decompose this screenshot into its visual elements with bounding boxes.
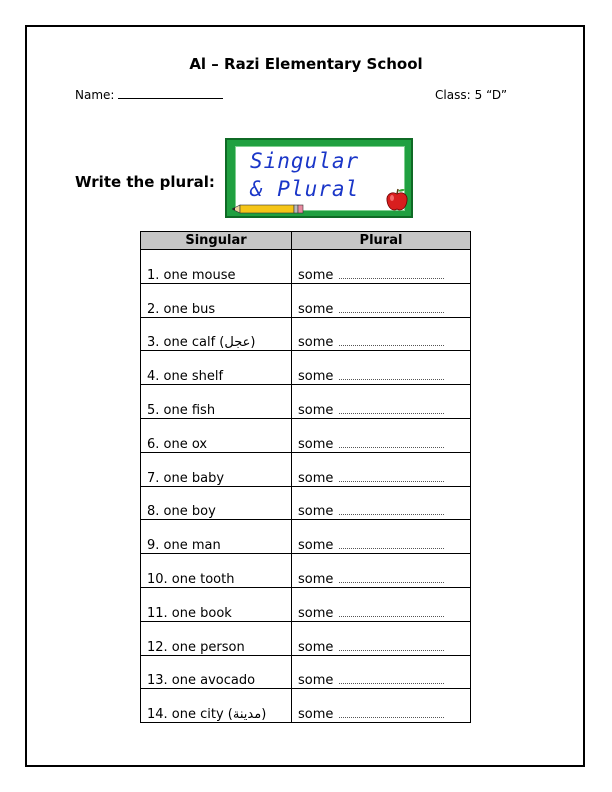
header-plural: Plural <box>292 232 471 250</box>
plural-cell[interactable] <box>292 418 471 452</box>
plural-prefix: some <box>298 267 334 283</box>
plural-prefix: some <box>298 673 334 689</box>
answer-blank[interactable] <box>339 573 444 583</box>
singular-text: 7. one baby <box>147 470 225 486</box>
singular-text: 1. one mouse <box>147 267 236 283</box>
table-row <box>141 351 471 385</box>
name-field <box>75 88 223 102</box>
table-row <box>141 250 471 284</box>
answer-blank[interactable] <box>339 438 444 448</box>
singular-text: 6. one ox <box>147 436 208 452</box>
banner-line-2: & Plural <box>250 177 360 201</box>
name-label: Name: <box>75 88 115 102</box>
singular-text: 11. one book <box>147 605 232 621</box>
table-row <box>141 689 471 723</box>
answer-blank[interactable] <box>339 303 444 313</box>
plural-prefix: some <box>298 470 334 486</box>
singular-text: 14. one city (مدينة) <box>147 707 267 723</box>
plural-cell[interactable] <box>292 621 471 655</box>
table-row <box>141 317 471 351</box>
singular-text: 8. one boy <box>147 504 216 520</box>
plural-cell[interactable] <box>292 486 471 520</box>
singular-text: 10. one tooth <box>147 571 235 587</box>
table-row <box>141 554 471 588</box>
plural-cell[interactable] <box>292 351 471 385</box>
pencil-icon <box>232 203 304 215</box>
plural-cell[interactable] <box>292 283 471 317</box>
table-row <box>141 486 471 520</box>
table-row <box>141 283 471 317</box>
class-value: 5 “D” <box>474 88 508 102</box>
singular-cell <box>141 452 292 486</box>
answer-blank[interactable] <box>339 539 444 549</box>
table-header-row <box>141 232 471 250</box>
plural-cell[interactable] <box>292 655 471 689</box>
answer-blank[interactable] <box>339 674 444 684</box>
singular-cell <box>141 250 292 284</box>
singular-cell <box>141 283 292 317</box>
singular-text: 12. one person <box>147 639 245 655</box>
singular-cell <box>141 587 292 621</box>
plural-prefix: some <box>298 301 334 317</box>
answer-blank[interactable] <box>339 404 444 414</box>
table-row <box>141 520 471 554</box>
singular-cell <box>141 486 292 520</box>
plural-cell[interactable] <box>292 554 471 588</box>
header-singular: Singular <box>141 232 292 250</box>
class-label: Class: <box>435 88 471 102</box>
singular-text: 4. one shelf <box>147 369 224 385</box>
singular-cell <box>141 689 292 723</box>
table-row <box>141 621 471 655</box>
singular-cell <box>141 520 292 554</box>
plural-cell[interactable] <box>292 689 471 723</box>
plural-prefix: some <box>298 707 334 723</box>
name-blank-line <box>118 88 223 99</box>
school-title: Al – Razi Elementary School <box>189 55 423 73</box>
singular-text: 2. one bus <box>147 301 216 317</box>
banner-line-1: Singular <box>250 149 360 173</box>
table-row <box>141 655 471 689</box>
plural-prefix: some <box>298 436 334 452</box>
singular-cell <box>141 317 292 351</box>
class-field <box>435 88 507 102</box>
plural-cell[interactable] <box>292 250 471 284</box>
plural-cell[interactable] <box>292 520 471 554</box>
singular-text: 5. one fish <box>147 402 216 418</box>
singular-text: 9. one man <box>147 538 221 554</box>
singular-cell <box>141 351 292 385</box>
singular-cell <box>141 385 292 419</box>
plural-prefix: some <box>298 605 334 621</box>
table-row <box>141 452 471 486</box>
plural-prefix: some <box>298 504 334 520</box>
answer-blank[interactable] <box>339 641 444 651</box>
plural-cell[interactable] <box>292 587 471 621</box>
answer-blank[interactable] <box>339 370 444 380</box>
singular-cell <box>141 418 292 452</box>
instruction-text: Write the plural: <box>75 173 215 191</box>
singular-text: 13. one avocado <box>147 673 256 689</box>
table-row <box>141 418 471 452</box>
plural-prefix: some <box>298 571 334 587</box>
answer-blank[interactable] <box>339 336 444 346</box>
singular-text: 3. one calf (عجل) <box>147 335 256 351</box>
answer-blank[interactable] <box>339 607 444 617</box>
singular-plural-banner <box>225 138 413 218</box>
answer-blank[interactable] <box>339 472 444 482</box>
banner-panel <box>235 146 405 211</box>
apple-icon <box>384 187 410 213</box>
plural-cell[interactable] <box>292 317 471 351</box>
plural-prefix: some <box>298 335 334 351</box>
plural-cell[interactable] <box>292 385 471 419</box>
plural-prefix: some <box>298 369 334 385</box>
singular-cell <box>141 621 292 655</box>
plural-prefix: some <box>298 538 334 554</box>
plural-prefix: some <box>298 402 334 418</box>
answer-blank[interactable] <box>339 505 444 515</box>
table-row <box>141 385 471 419</box>
table-row <box>141 587 471 621</box>
singular-cell <box>141 655 292 689</box>
answer-blank[interactable] <box>339 708 444 718</box>
singular-cell <box>141 554 292 588</box>
plural-prefix: some <box>298 639 334 655</box>
plural-worksheet-table <box>140 231 471 723</box>
plural-cell[interactable] <box>292 452 471 486</box>
answer-blank[interactable] <box>339 269 444 279</box>
